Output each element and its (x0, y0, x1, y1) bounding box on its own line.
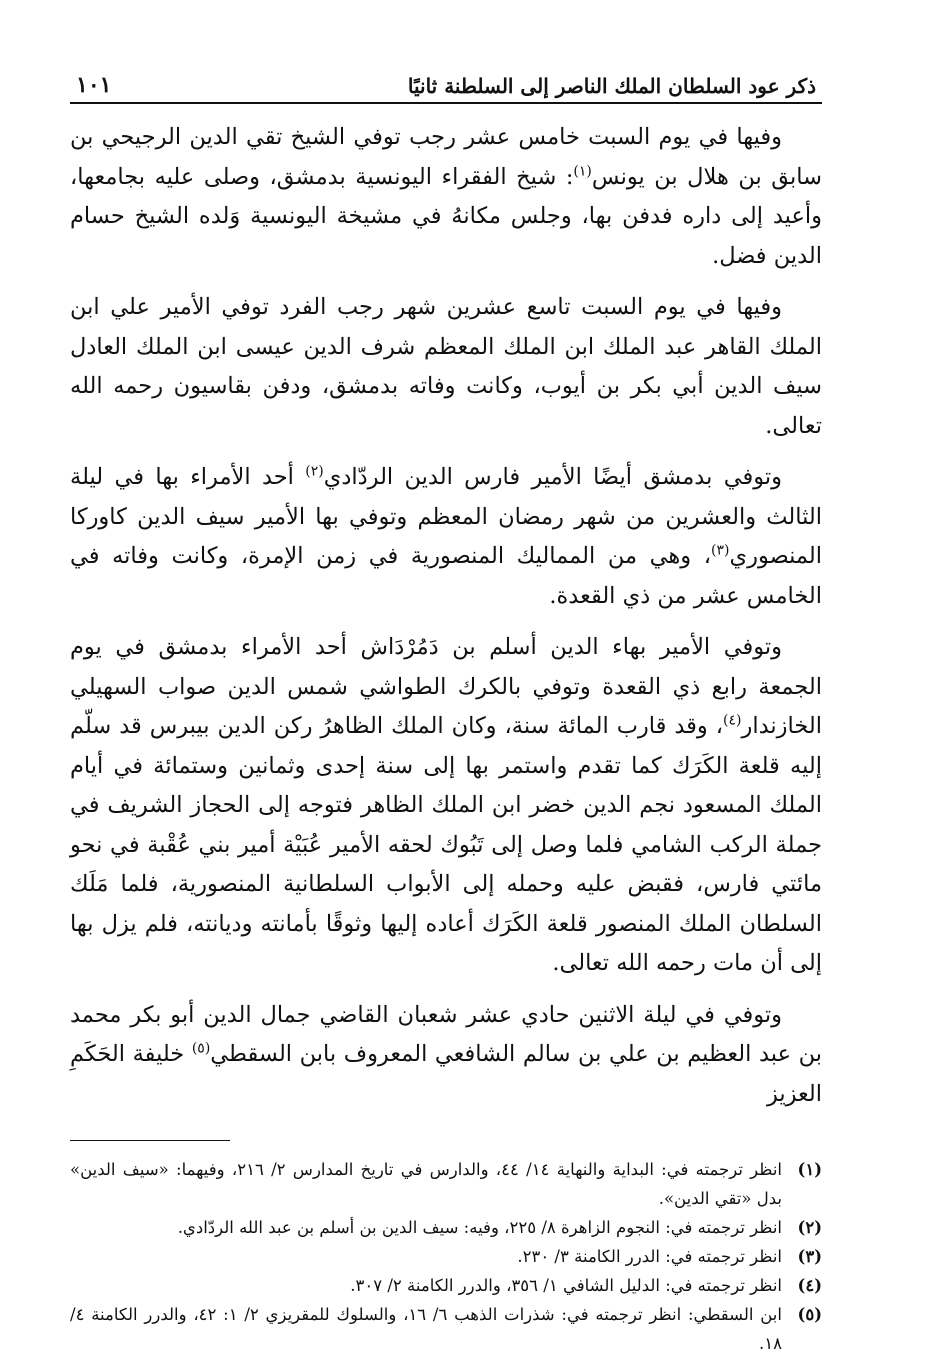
footnote-number: (٤) (797, 1276, 822, 1295)
paragraph (70, 996, 822, 1115)
footnote-number: (١) (797, 1160, 822, 1179)
footnote-divider (70, 1140, 230, 1141)
page-header (70, 60, 822, 104)
footnote-ref[interactable]: (٤) (722, 712, 742, 729)
footnote (70, 1242, 822, 1271)
footnote-text: انظر ترجمته في: الدليل الشافي ١/ ٣٥٦، والدرر الكامنة ٢/ ٣٠٧. (350, 1276, 782, 1295)
paragraph (70, 288, 822, 446)
footnote (70, 1155, 822, 1213)
footnotes (70, 1155, 822, 1358)
paragraph-text: ، وقد قارب المائة سنة، وكان الملك الظاهرُ ركن الدين بيبرس قد سلّم إليه قلعة الكَرَك كما تقدم واستمر بها إلى سنة إحدى وثمانين وستمائة في أيام الملك المسعود نجم الدين خضر ابن الملك الظاهر فتوجه إلى الحجاز الشريف في جملة الركب الشامي فلما وصل إلى تَبُوك لحقه الأمير عُبَيْة أمير بني عُقْبة في نحو مائتي فارس، فقبض عليه وحمله إلى الأبواب السلطانية المنصورية، فلما مَلَك السلطان الملك المنصور قلعة الكَرَك أعاده إليها وثوقًا بأمانته وديانته، فلم يزل بها إلى أن مات رحمه الله تعالى. (70, 713, 822, 976)
footnote-text: انظر ترجمته في: الدرر الكامنة ٣/ ٢٣٠. (517, 1247, 782, 1266)
footnote-ref[interactable]: (٥) (191, 1040, 211, 1057)
footnote-text: ابن السقطي: انظر ترجمته في: شذرات الذهب ٦/ ١٦، والسلوك للمقريزي ٢/ ١: ٤٢، والدرر الكامنة ٤/ ١٨. (70, 1305, 782, 1353)
running-title: ذكر عود السلطان الملك الناصر إلى السلطنة ثانيًا (407, 74, 816, 98)
footnote-ref[interactable]: (٢) (305, 463, 324, 480)
paragraph-text: وتوفي في ليلة الاثنين حادي عشر شعبان القاضي جمال الدين أبو بكر محمد بن عبد العظيم بن علي بن سالم الشافعي المعروف بابن السقطي (70, 1001, 822, 1067)
footnote-text: انظر ترجمته في: النجوم الزاهرة ٨/ ٢٢٥، وفيه: سيف الدين بن أسلم بن عبد الله الردّادي. (177, 1218, 782, 1237)
paragraph-text: خليفة الحَكَمِ العزيز (70, 1041, 822, 1107)
page-number: ١٠١ (76, 72, 112, 98)
paragraph-text: وفيها في يوم السبت خامس عشر رجب توفي الشيخ تقي الدين الرجيحي بن سابق بن هلال بن يونس (70, 124, 822, 190)
paragraph-text: أحد الأمراء بها في ليلة الثالث والعشرين من شهر رمضان المعظم وتوفي بها الأمير سيف الدين كاوركا المنصوري (70, 464, 822, 569)
footnote-number: (٢) (797, 1218, 822, 1237)
paragraph-text: وتوفي الأمير بهاء الدين أسلم بن دَمُرْدَاش أحد الأمراء بدمشق في يوم الجمعة رابع ذي القعدة وتوفي بالكرك الطواشي شمس الدين صواب السهيلي الخازندار (70, 634, 822, 739)
paragraph (70, 118, 822, 276)
footnote-number: (٥) (797, 1305, 822, 1324)
book-page (70, 60, 822, 1358)
paragraph (70, 628, 822, 984)
main-text (70, 118, 822, 1114)
paragraph-text: ، وهي من المماليك المنصورية في زمن الإمرة، وكانت وفاته في الخامس عشر من ذي القعدة. (70, 543, 822, 609)
paragraph-text: وتوفي بدمشق أيضًا الأمير فارس الدين الردّادي (323, 464, 782, 490)
footnote (70, 1213, 822, 1242)
paragraph-text: : شيخ الفقراء اليونسية بدمشق، وصلى عليه بجامعها، وأعيد إلى داره فدفن بها، وجلس مكانهُ في مشيخة اليونسية وَلده الشيخ حسام الدين فضل. (70, 163, 822, 269)
footnote-text: انظر ترجمته في: البداية والنهاية ١٤/ ٤٤، والدارس في تاريخ المدارس ٢/ ٢١٦، وفيهما: «سيف الدين» بدل «تقي الدين». (70, 1160, 783, 1208)
paragraph-text: وفيها في يوم السبت تاسع عشرين شهر رجب الفرد توفي الأمير علي ابن الملك القاهر عبد الملك ابن الملك المعظم شرف الدين عيسى ابن الملك العادل سيف الدين أبي بكر بن أيوب، وكانت وفاته بدمشق، ودفن بقاسيون رحمه الله تعالى. (70, 294, 822, 439)
footnote-ref[interactable]: (٣) (711, 542, 730, 559)
footnote (70, 1271, 822, 1300)
footnote-ref[interactable]: (١) (573, 163, 592, 179)
paragraph (70, 458, 822, 616)
footnote (70, 1300, 822, 1358)
footnote-number: (٣) (797, 1247, 822, 1266)
